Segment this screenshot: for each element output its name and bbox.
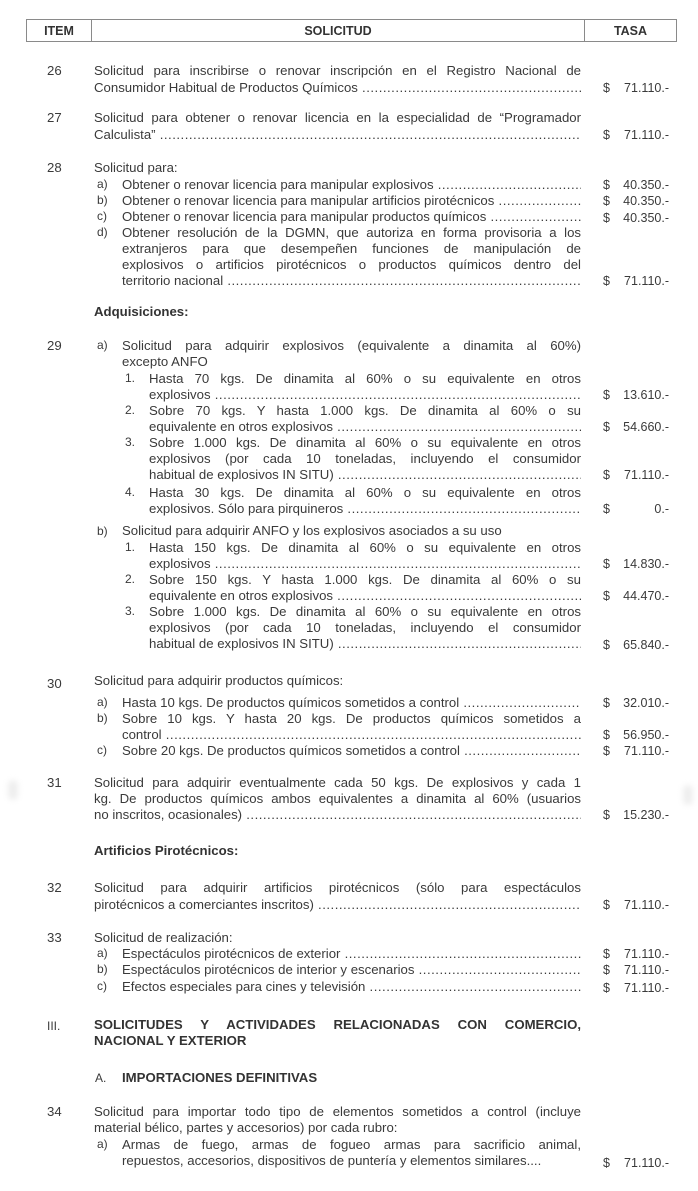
subitem-text: Solicitud para adquirir ANFO y los explosivos asociados a su uso (122, 523, 502, 538)
subsubitem-price: $ 65.840.- (603, 638, 669, 652)
subitem-label: a) (97, 946, 108, 960)
subitem-label: b) (97, 524, 108, 538)
table-header (26, 19, 677, 42)
subsubitem-text: Sobre 1.000 kgs. De dinamita al 60% o su equivalente en otros (149, 435, 581, 450)
subsubitem-text: Sobre 70 kgs. Y hasta 1.000 kgs. De dinamita al 60% o su (149, 403, 581, 418)
subsubitem-price: $ 13.610.- (603, 388, 669, 402)
subitem-text: Sobre 20 kgs. De productos químicos sometidos a control ..... (122, 743, 581, 759)
subsubitem-label: 3. (125, 435, 136, 449)
subitem-text: Solicitud para adquirir explosivos (equivalente a dinamita al 60%) (122, 338, 581, 353)
item-number: 29 (47, 338, 62, 353)
subitem-price: $ 71.110.- (603, 981, 669, 995)
subitem-text: excepto ANFO (122, 354, 208, 369)
subsubitem-text: habitual de explosivos IN SITU) ..... (149, 467, 581, 483)
subitem-label: a) (97, 338, 108, 352)
subitem-price: $ 71.110.- (603, 947, 669, 961)
item-number: 32 (47, 880, 62, 895)
item-text: Consumidor Habitual de Productos Químicos ..... (94, 80, 581, 96)
subitem-label: c) (97, 209, 107, 223)
subitem-text: Obtener o renovar licencia para manipular artificios pirotécnicos ..... (122, 193, 581, 209)
subitem-text: extranjeros para que desempeñen funciones de manipulación de (122, 241, 581, 256)
subitem-label: b) (97, 193, 108, 207)
subsubitem-label: 3. (125, 604, 136, 618)
subsubitem-price: $ 54.660.- (603, 420, 669, 434)
item-price: $ 71.110.- (603, 128, 669, 142)
subitem-text: Espectáculos pirotécnicos de exterior ..... (122, 946, 581, 962)
subsubitem-text: explosivos. Sólo para pirquineros ..... (149, 501, 581, 517)
item-text: no inscritos, ocasionales) ..... (94, 807, 581, 823)
item-text: Solicitud para adquirir eventualmente cada 50 kgs. De explosivos y cada 1 (94, 775, 581, 790)
subitem-text: Espectáculos pirotécnicos de interior y escenarios ..... (122, 962, 581, 978)
item-text: Solicitud para importar todo tipo de elementos sometidos a control (incluye (94, 1104, 581, 1119)
subitem-text: Obtener resolución de la DGMN, que autoriza en forma provisoria a los (122, 225, 581, 240)
subsubitem-label: 2. (125, 572, 136, 586)
subitem-label: c) (97, 743, 107, 757)
subsubitem-text: explosivos (por cada 10 toneladas, incluyendo el consumidor (149, 451, 581, 466)
item-text: material bélico, partes y accesorios) por cada rubro: (94, 1120, 398, 1135)
subsubitem-text: Sobre 150 kgs. Y hasta 1.000 kgs. De dinamita al 60% o su (149, 572, 581, 587)
item-text: Solicitud para obtener o renovar licencia en la especialidad de “Programador (94, 110, 581, 125)
subsubitem-text: explosivos ..... (149, 556, 581, 572)
subsubitem-text: Hasta 70 kgs. De dinamita al 60% o su equivalente en otros (149, 371, 581, 386)
subsubitem-label: 1. (125, 371, 136, 385)
item-intro: Solicitud para adquirir productos químicos: (94, 673, 344, 688)
item-text: Solicitud para adquirir artificios pirotécnicos (sólo para espectáculos (94, 880, 581, 895)
subitem-label: a) (97, 695, 108, 709)
subsubitem-text: Hasta 30 kgs. De dinamita al 60% o su equivalente en otros (149, 485, 581, 500)
item-text: kg. De productos químicos ambos equivalentes a dinamita al 60% (usuarios (94, 791, 581, 806)
subitem-price: $ 40.350.- (603, 194, 669, 208)
subitem-text: Efectos especiales para cines y televisión ..... (122, 979, 581, 995)
subitem-price: $ 71.110.- (603, 1156, 669, 1170)
item-number: 28 (47, 160, 62, 175)
item-price: $ 71.110.- (603, 898, 669, 912)
section-heading: Artificios Pirotécnicos: (94, 843, 239, 858)
subsubitem-text: Hasta 150 kgs. De dinamita al 60% o su equivalente en otros (149, 540, 581, 555)
subitem-price: $ 71.110.- (603, 274, 669, 288)
subitem-text: territorio nacional ..... (122, 273, 581, 289)
subsubitem-price: $ 71.110.- (603, 468, 669, 482)
item-number: 34 (47, 1104, 62, 1119)
subitem-text: Armas de fuego, armas de fogueo armas para sacrificio animal, (122, 1137, 581, 1152)
item-number: 31 (47, 775, 62, 790)
section-numeral: III. (47, 1019, 61, 1033)
item-intro: Solicitud para: (94, 160, 178, 175)
section-heading: Adquisiciones: (94, 304, 189, 319)
subitem-label: a) (97, 1137, 108, 1151)
subitem-price: $ 71.110.- (603, 963, 669, 977)
subitem-text: repuestos, accesorios, dispositivos de puntería y elementos similares.... (122, 1153, 542, 1168)
subsubitem-text: equivalente en otros explosivos ..... (149, 419, 581, 435)
item-price: $ 15.230.- (603, 808, 669, 822)
header-solicitud: SOLICITUD (92, 20, 585, 41)
subsubitem-label: 1. (125, 540, 136, 554)
subsubitem-price: $ 0.- (603, 502, 669, 516)
subsubitem-text: habitual de explosivos IN SITU) ..... (149, 636, 581, 652)
subsubitem-price: $ 14.830.- (603, 557, 669, 571)
subitem-price: $ 56.950.- (603, 728, 669, 742)
header-tasa: TASA (613, 23, 648, 38)
subitem-text: Sobre 10 kgs. Y hasta 20 kgs. De productos químicos sometidos a (122, 711, 581, 726)
subitem-label: b) (97, 962, 108, 976)
subitem-text: explosivos o artificios pirotécnicos o productos químicos dentro del (122, 257, 581, 272)
item-text: Solicitud para inscribirse o renovar inscripción en el Registro Nacional de (94, 63, 581, 78)
subitem-price: $ 71.110.- (603, 744, 669, 758)
subsubitem-text: explosivos ..... (149, 387, 581, 403)
subitem-label: d) (97, 225, 108, 239)
subsubitem-label: 2. (125, 403, 136, 417)
item-number: 27 (47, 110, 62, 125)
item-text: pirotécnicos a comerciantes inscritos) ..... (94, 897, 581, 913)
subitem-label: c) (97, 979, 107, 993)
item-intro: Solicitud de realización: (94, 930, 233, 945)
scan-artifact-left (8, 780, 18, 800)
scan-artifact-right (683, 785, 693, 805)
subsubitem-text: explosivos (por cada 10 toneladas, incluyendo el consumidor (149, 620, 581, 635)
subitem-label: b) (97, 711, 108, 725)
header-item: ITEM (27, 20, 92, 41)
item-number: 26 (47, 63, 62, 78)
subitem-price: $ 32.010.- (603, 696, 669, 710)
section-heading: SOLICITUDES Y ACTIVIDADES RELACIONADAS CON COMERCIO, (94, 1017, 581, 1032)
item-text: Calculista” ..... (94, 127, 581, 143)
subitem-text: Obtener o renovar licencia para manipular explosivos ..... (122, 177, 581, 193)
subsubitem-text: Sobre 1.000 kgs. De dinamita al 60% o su equivalente en otros (149, 604, 581, 619)
section-heading: NACIONAL Y EXTERIOR (94, 1033, 247, 1048)
subitem-price: $ 40.350.- (603, 178, 669, 192)
subitem-text: Hasta 10 kgs. De productos químicos sometidos a control ..... (122, 695, 581, 711)
item-number: 33 (47, 930, 62, 945)
subitem-text: control ..... (122, 727, 581, 743)
subsubitem-text: equivalente en otros explosivos ..... (149, 588, 581, 604)
item-price: $ 71.110.- (603, 81, 669, 95)
subsubitem-price: $ 44.470.- (603, 589, 669, 603)
subitem-price: $ 40.350.- (603, 211, 669, 225)
item-number: 30 (47, 676, 62, 691)
section-label: A. (95, 1071, 107, 1085)
section-heading: IMPORTACIONES DEFINITIVAS (122, 1070, 318, 1085)
subitem-text: Obtener o renovar licencia para manipular productos químicos ..... (122, 209, 581, 225)
subsubitem-label: 4. (125, 485, 136, 499)
subitem-label: a) (97, 177, 108, 191)
